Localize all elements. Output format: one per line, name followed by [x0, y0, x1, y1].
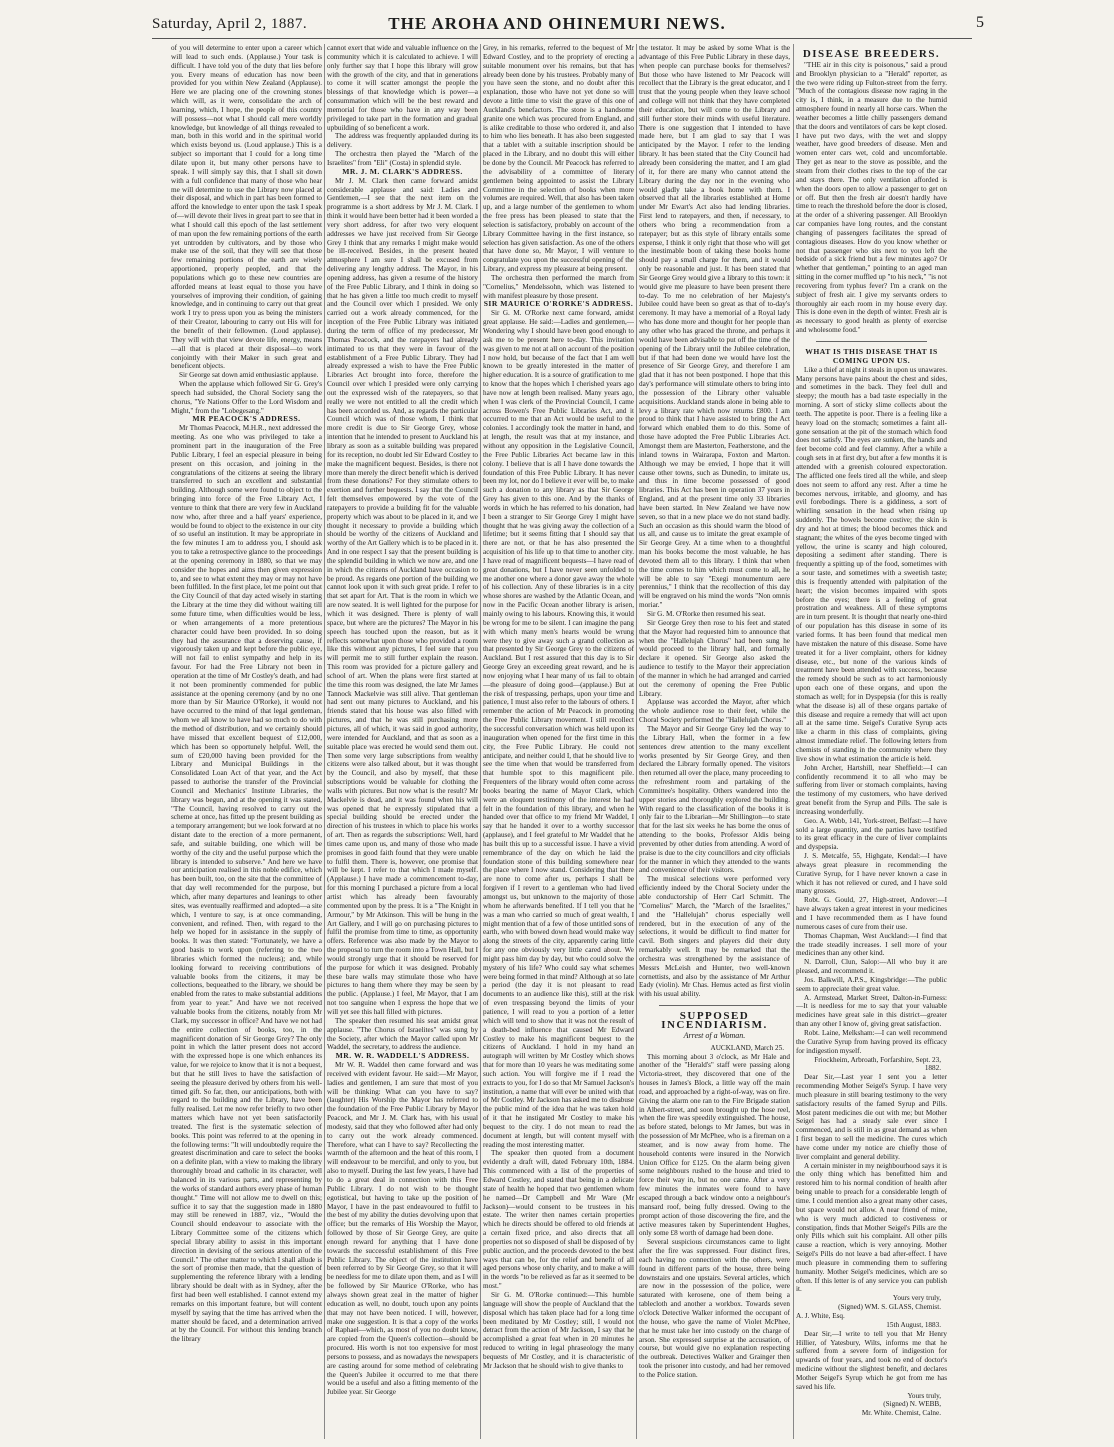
letter-signature: (Signed) N. WEBB, [883, 1400, 941, 1409]
article-paragraph: Grey, in his remarks, referred to the bequest of Mr Edward Costley, and to the propriety of erecting a suitable monument over his remains, but that has already been done by his trustees. Probably many of you have seen the stone, and no doubt after this explanation, those who have not yet done so will devote a little time to visit the grave of this one of Auckland's benefactors. The stone is a handsome granite one which was procured from England, and is alike creditable to those who ordered it, and also to him who lies beneath. It has also been suggested that a tablet with a suitable inscription should be placed in the Library, and no doubt this will either be done by the Council. Mr Peacock has referred to the advisability of a committee of literary gentlemen being appointed to assist the Library Committee in the selection of books when more volumes are required. Well, that also has been taken up, and a large number of the gentlemen to whom the free press has been pleased to state that the selection is satisfactory, probably on account of the Library Committee having in the first instance, so selection has given satisfaction. As one of the others that have done so, Mr Mayor, I will venture to congratulate you upon the successful opening of the Library, and express my pleasure at being present. [483, 44, 634, 274]
column-3 [483, 44, 634, 1439]
section-heading: WHAT IS THIS DISEASE THAT IS COMING UPON US. [805, 347, 938, 365]
article-paragraph: Mr J. M. Clark then came forward amidst considerable applause and said: Ladies and Gentlemen,—I see that the next item on the programme is a short address by Mr J. M. Clark. I think it would have been better had it been worded a very short address, for after two very eloquent addresses we have just received from Sir George Grey I think that any remarks I might make would be ill-received. Besides, in the present heated atmosphere I am sure I shall be excused from delivering any lengthy address. The Mayor, in his opening address, has given a resume of the history of the Free Public Library, and I think in doing so that he has given a little too much credit to myself and the Council over which I presided. We only carried out a work already commenced, for the inception of the Free Public Library was initiated during the term of office of my predecessor, Mr Thomas Peacock, and the ratepayers had already intimated to us that they were in favour of the establishment of a Free Public Library. They had already expressed a wish to have the Free Public Libraries Act brought into force, therefore the Council over which I presided were only carrying out the expressed wish of the ratepayers, so that really we were not entitled to all the credit which has been accorded us. And, as regards the particular Council which was of those whom, I think that more credit is due to Sir George Grey, whose intention that he intended to present to Auckland his library as soon as a suitable building was prepared for its reception, no doubt led Sir Edward Costley to make the magnificent bequest. Besides, is there not more than merely the direct benefit which is derived from these donations? For they stimulate others to exertion and further bequests. I say that the Council felt themselves empowered by the vote of the ratepayers to provide a building fit for the valuable property which was about to be placed in it, and we thought it necessary to provide a building which should be worthy of the citizens of Auckland and worthy of the Art Gallery which is to be placed in it. And in one respect I say that the present building is the splendid building in which we now are, and one in which the citizens of Auckland have occasion to be proud. As regards one portion of the building we cannot look upon it with such great pride. I refer to that set apart for Art. That is the room in which we are now seated. It is well lighted for the purpose for which it was designed. There is plenty of wall space, but where are the pictures? The Mayor in his speech has touched upon the reason, but as it reflects somewhat upon those who provided a room like this without any pictures, I feel sure that you will permit me to still further explain the reason. This room was provided for a picture gallery and school of art. When the plans were first started at the time this room was designed, the late Mr James Tannock Mackelvie was still alive. That gentleman had sent out many pictures to Auckland, and his friends stated that his house was also filled with pictures, and that he was still purchasing more pictures, all of which, it was said in good authority, were intended for Auckland, and that as soon as a suitable place was erected he would send them out. Then some very large subscriptions from wealthy citizens were also talked about, but it was thought by the Council, and also by myself, that these subscriptions would be valuable for clothing the walls with pictures. But now what is the result? Mr Mackelvie is dead, and it was found when his will was opened that he expressly stipulated that a special building should be erected under the direction of his trustees in which to place his works of art. Then as regards the subscriptions: Well, hard times came upon us, and many of those who made promises in good faith found that they were unable to fulfil them. There is, however, one promise that will be kept. I refer to that which I made myself. (Applause.) I have made a commencement to-day, for this morning I purchased a picture from a local artist which has already been favourably commented upon by the press. It is a "The Knight in Armour," by Mr Atkinson. This will be hung in the Art Gallery, and I will go on purchasing pictures to fulfil the promise from time to time, as opportunity offers. Reference was also made by the Mayor to the proposal to turn the room into a Town Hall, but I would strongly urge that it should be reserved for the purpose for which it was designed. Probably these bare walls may stimulate those who have pictures to hang them where they may be seen by the public. (Applause.) I feel, Mr Mayor, that I am not too sanguine when I express the hope that we will yet see this hall filled with pictures. [327, 176, 478, 1016]
article-paragraph: The Mayor and Sir George Grey led the way to the Library Hall, when the former in a few sentences drew attention to the many excellent works presented by Sir George Grey, and then declared the Library formally opened. The visitors then returned all over the place, many proceeding to the refreshment room and partaking of the Committee's hospitality. Others wandered into the upper stories and thoroughly explored the building. With regard to the classification of the books it is only fair to the Librarian—Mr Shillington—to state that for the last six weeks he has borne the onus of attending to the books, Professor Aldis being prevented by other duties from attending. A word of praise is due to the city councillors and city officials for the manner in which they attended to the wants and convenience of their visitors. [639, 724, 790, 875]
letter-dateline: 15th August, 1883. [886, 1320, 941, 1329]
article-paragraph: of you will determine to enter upon a career which will lead to such ends. (Applause.) Your task is difficult. I have told you of the duty that lies before you. Every means of education has now been provided for you within New Zealand (Applause). Here we are placing one of the crowning stones which will, as it were, consolidate the arch of learning, which, I hope, the people of this country will possess—not what I should call mere worldly knowledge, but knowledge of all things revealed to man, both in this world and in the spiritual world which exists beyond us. (Loud applause.) This is a subject so important that I could for a long time dilate upon it, but many other persons have to speak. I will simply say this, that I shall sit down with a full confidence that many of those who hear me will determine to use the Library now placed at their disposal, and which in part has been formed to afford the knowledge to enter upon the task I speak of—will devote their lives in great part to see that in what I should call this epoch of the last settlement of man upon the few remaining portions of the earth yet untrodden by cultivators, and by those who make use of the soil, that they will see that those few remaining portions of the earth are wisely apportioned, properly peopled, and that the populations which go to these new countries are afforded means at least equal to those you have yourselves of improving their condition, of gaining knowledge, and in continuing to carry out that great work I try to press upon you as being the ministers of their Creator, labouring to carry out His will for the benefit of their fellowmen. (Loud applause). They will with that view devote life, energy, means—all that is placed at their disposal—to work conjointly with their Maker in such great and beneficent objects. [171, 44, 322, 371]
section-heading: SIR MAURICE O'RORKE'S ADDRESS. [483, 299, 634, 309]
masthead-rule [152, 38, 972, 39]
section-subheading: Arrest of a Woman. [683, 1030, 746, 1040]
masthead [0, 0, 1114, 44]
article-paragraph: The speaker then quoted from a document evidently a draft will, dated February 10th, 1884. This commenced with a list of the properties of Edward Costley, and stated that being in a delicate state of health he hoped that two gentlemen whom he named—Dr Campbell and Mr Ware (Mr Jackson)—would consent to be trustees in his estate. The writer then names certain properties which he directs should be offered to old friends at a certain fixed price, and also directs that all properties not so disposed of shall be disposed of by public auction, and the proceeds devoted to the best ways that can be, for the relief and benefit of all aged persons whose only charity, and to make a will in the words "to be relieved as far as it seemed to be most." [483, 1149, 634, 1291]
issue-date: Saturday, April 2, 1887. [152, 16, 308, 32]
article-paragraph: The musical selections were performed very efficiently indeed by the Choral Society under the able conductorship of Herr Carl Schmitt. The "Cornelius" March, the "March of the Israelites," and the "Hallelujah" chorus especially well rendered, but in the execution of any of the selections, it would be difficult to find matter for cavil. Both singers and players did their duty remarkably well. It may be remarked that the orchestra was strengthened by the assistance of Messrs McLeish and Hunter, two well-known cornettists, and also by the assistance of Mr Arthur Eady (violin). Mr Chas. Hemus acted as first violin with his usual ability. [639, 875, 790, 999]
newspaper-title: THE AROHA AND OHINEMURI NEWS. [388, 14, 726, 33]
article-paragraph: Applause was accorded the Mayor, after which the whole audience rose to their feet, while the Choral Society performed the "Hallelujah Chorus." [639, 698, 790, 725]
column-4 [639, 44, 790, 1439]
article-paragraph: Several suspicious circumstances came to light after the fire was suppressed. Four distinct fires, each having no connection with the others, were found in different parts of the house, three being downstairs and one upstairs. Several articles, which are now in the possession of the police, were saturated with kerosene, one of them being a tablecloth and another a workbox. Towards seven o'clock Detective Walker informed the occupant of the house, who gave the name of Violet McPhee, that he must take her into custody on the charge of arson. She expressed surprise at the accusation, of course, but would give no explanation respecting the outbreak. Detectives Walker and Grainger then took the prisoner into custody, and had her removed to the Police station. [639, 1238, 790, 1379]
article-paragraph: Like a thief at night it steals in upon us unawares. Many persons have pains about the chest and sides, and sometimes in the back. They feel dull and sleepy; the mouth has a bad taste especially in the morning. A sort of sticky slime collects about the teeth. The appetite is poor. There is a feeling like a heavy load on the stomach; sometimes a faint all-gone sensation at the pit of the stomach which food does not satisfy. The eyes are sunken, the hands and feet become cold and feel clammy. After a while a cough sets in at first dry, but after a few months it is attended with a greenish coloured expectoration. The afflicted one feels tired all the while, and sleep does not seem to afford any rest. After a time he becomes nervous, irritable, and gloomy, and has evil forebodings. There is a giddiness, a sort of whirling sensation in the head when rising up suddenly. The bowels become costive; the skin is dry and hot at times; the blood becomes thick and stagnant; the whites of the eyes become tinged with yellow, the urine is scanty and high coloured, depositing a sediment after standing. There is frequently a spitting up of the food, sometimes with a sour taste, and sometimes with a sweetish taste; this is frequently attended with palpitation of the heart; the vision becomes impaired with spots before the eyes; there is a feeling of great prostration and weakness. All of these symptoms are in turn present. It is thought that nearly one-third of our population has this disease in some of its varied forms. It has been found that medical men have mistaken the nature of this disease. Some have treated it for a liver complaint, others for kidney disease, etc., but none of the various kinds of treatment have been attended with success, because the remedy should be such as to act harmoniously upon each one of these organs, and upon the stomach as well; for in Dyspepsia (for this is really what the disease is) all of these organs partake of this disease and require a remedy that will act upon all at the same time. Seigel's Curative Syrup acts like a charm in this class of complaints, giving almost immediate relief. The following letters from chemists of standing in the community where they live show in what estimation the article is held. [796, 365, 947, 763]
section-heading: MR PEACOCK'S ADDRESS. [192, 414, 301, 424]
dateline: AUCKLAND, March 25. [710, 1043, 784, 1052]
letter-paragraph: Dear Sir,—Last year I sent you a letter recommending Mother Seigel's Syrup. I have very much pleasure in still bearing testimony to the very satisfactory results of the famed Syrup and Pills. Most patent medicines die out with me; but Mother Seigel has had a steady sale ever since I commenced, and is still in as great demand as when I first began to sell the medicine. The cures which have come under my notice are chiefly those of liver complaint and general debility. [796, 1073, 947, 1161]
article-paragraph: The address was frequently applauded during its delivery. [327, 132, 478, 150]
letter-signature: (Signed) WM. S. GLASS, Chemist. [838, 1303, 941, 1312]
section-divider [659, 1005, 770, 1006]
letter-dateline: Friockheim, Arbroath, Forfarshire, Sept. 23, 1882. [814, 1055, 941, 1073]
article-paragraph: The orchestra then played the "March of the Israelites" from "Eli" (Costa) in splendid style. [327, 150, 478, 167]
letter-closing: Yours very truly, [892, 1294, 941, 1303]
letter-paragraph: A certain minister in my neighbourhood says it is the only thing which has benefitted him and restored him to his normal condition of health after being unable to preach for a considerable length of time. I could mention also a great many other cases, but space would not allow. A near friend of mine, who is very much addicted to costiveness or constipation, finds that Mother Seigel's Pills are the only Pills which suit his complaint. All other pills cause a reaction, which is very annoying. Mother Seigel's Pills do not leave a bad after-effect. I have much pleasure in commending them to suffering humanity. Mother Seigel's medicines, which are so often. If this letter is of any service you can publish it. [796, 1161, 947, 1294]
column-divider [480, 44, 481, 1439]
testimonial: Robt. G. Gould, 27, High-street, Andover:—I have always taken a great interest in your medicines and I have recommended them as I have found numerous cases of cure from their use. [796, 896, 947, 931]
section-heading: DISEASE BREEDERS. [802, 48, 941, 60]
section-heading: MR. J. M. CLARK'S ADDRESS. [342, 166, 463, 176]
testimonial: Robt. Laine, Melksham:—I can well recommend the Curative Syrup from having proved its efficacy for indigestion myself. [796, 1028, 947, 1055]
section-divider [816, 341, 927, 342]
article-paragraph: Mr Thomas Peacock, M.H.R., next addressed the meeting. As one who was privileged to take a prominent part in the inauguration of the Free Public Library, I feel an especial pleasure in being present on this occasion, and joining in the congratulations of the citizens at seeing the library transferred to such an excellent and substantial building. Although some were found to object to the bringing into force of the Free Library Act, I venture to think that there are very few in Auckland now who, after three and a half years' experience, would be found to object to the existence in our city of so useful an institution. It may be appropriate in the few minutes I am to address you, I should ask you to take a retrospective glance to the proceedings at the opening ceremony in 1880, so that we may consider the hopes and aims then given expression to, and see to what extent they may or may not have been fulfilled. In the first place, let me point out that the City Council of that day acted wisely in starting the Library at the time they did without waiting till some future time, when difficulties would be less, or when arrangements of a more pretentious character could have been provided. In so doing they had the assurance that a deserving cause, if vigorously taken up and kept before the public eye, will not fail to enlist sympathy and help in its favour. For had the Free Library not been in operation at the time of Mr Costley's death, and had it not been prominently commended for public assistance at the opening ceremony (and by no one more than by Sir Maurice O'Rorke), it would not have occurred to the mind of that legal gentleman, whom we all know to have had so much to do with the method of distribution, and we certainly should have missed that excellent bequest of £12,000, which has been so opportunely helpful. Well, the sum of £20,000 having been provided for the Library and Municipal Buildings in the Consolidated Loan Act of that year, and the Act passed to authorise the transfer of the Provincial Council and Mechanics' Institute Libraries, the library was begun, and at the opening it was stated, "The Council, having resolved to carry out the scheme at once, has fitted up the present building as a temporary arrangement; but we look forward at no distant date to the erection of a more permanent, safe, and suitable building, one which will be worthy of the city and the useful purpose which the library is intended to subserve." And here we have our anticipation realised in this noble edifice, which has been built, too, on the site that the committee of that day well recommended for the purpose, but which, after many departures and leanings to other sites, was eventually reaffirmed and adopted—a site which, I venture to say, is at once commanding, convenient, and refined. Then, with regard to the help we hoped for in assistance in the supply of books. It was then stated: "Fortunately, we have a good basis to work upon (referring to the two libraries which formed the nucleus); and, while looking forward to receiving contributions of valuable books from the citizens, it may be collections, bequeathed to the library, we should be enabled from the rates to make substantial additions from year to year." And have we not received valuable books from the citizens, notably from Mr Clark, my successor in office? And have we not had the entire collection of books, too, in the magnificent donation of Sir George Grey? The only point in which the latter present does not accord with the expressed hope is one which enhances its value, for we rejoice to know that it is not a bequest, but that he still lives to have the satisfaction of seeing the pleasure derived by others from his well-timed gift. So far, then, our anticipations, both with regard to the building and the Library, have been fully realised. Let me now refer briefly to two other matters which have not yet been satisfactorily treated. The first is the systematic selection of books. This point was referred to at the opening in the following terms: "It will undoubtedly require the greatest discrimination and care to select the books on a definite plan, with a view to making the library thoroughly broad and catholic in its character, well balanced in its various parts, and representing by the works of standard authors every phase of human thought." Time will not allow me to dwell on this; suffice it to say that the suggestion made in 1880 may still be renewed in 1887, viz., "Would the Council should endeavour to associate with the Library Committee some of the citizens which special library ability to assist in this important direction in devising of the serious attention of the Council." The other matter to which I shall allude is the sort of promise then made, that the question of supplementing the reference library with a lending library should be dealt with as in Sydney, after the first had been well established. I cannot extend my remarks on this important feature, but will content myself by saying that the time has arrived when the matter should be faced, and a determination arrived at by the Council. For without this lending branch the library [171, 424, 322, 1344]
testimonial: J. S. Metcalfe, 55, Highgate, Kendal:—I have always great pleasure in recommending the Curative Syrup, for I have never known a case in which it has not relieved or cured, and I have sold many grosses. [796, 852, 947, 896]
article-paragraph: Sir George sat down amid enthusiastic applause. [179, 371, 319, 380]
testimonial: Thomas Chapman, West Auckland:—I find that the trade steadily increases. I sell more of your medicines than any other kind. [796, 931, 947, 958]
article-paragraph: The orchestra then performed the march from "Cornelius," Mendelssohn, which was listened to with manifest pleasure by those present. [483, 273, 634, 300]
article-paragraph: Sir G. M. O'Rorke continued:—This humble language will show the people of Auckland that the disposal which has taken place had for a long time been meditated by Mr Costley; still, I would not detract from the action of Mr Jackson, I say that he accomplished a great feat when in 20 minutes he reduced to writing in legal phraseology the many bequests of Mr Costley, and it is characteristic of Mr Jackson that he should wish to give thanks to [483, 1290, 634, 1370]
section-heading: SUPPOSED INCENDIARISM. [661, 1010, 768, 1031]
article-paragraph: This morning about 3 o'clock, as Mr Hale and another of the "Herald's" staff were passing along Victoria-street, they discovered that one of the houses in James's Block, a little way off the main road, and approached by a right-of-way, was on fire. Giving the alarm one ran to the Fire Brigade station in Albert-street, and soon brought up the hose reel, when the fire was speedily extinguished. The house, as before stated, belongs to Mr James, but was in the possession of Mr McPhee, who is a fireman on a steamer, and is now away from home. The household contents were insured in the Norwich Union Office for £125. On the alarm being given some neighbours rushed to the house and tried to force their way in, but no one came. After a very few minutes the inmates were found to have escaped through a back window onto a neighbour's mansard roof, being fully dressed. Owing to the prompt action of those discovering the fire, and the active measures taken by Superintendent Hughes, only some £8 worth of damage had been done. [639, 1052, 790, 1238]
letter-paragraph: Dear Sir,—I write to tell you that Mr Henry Hillier, of Yatesbury, Wilts, informs me that he suffered from a severe form of indigestion for upwards of four years, and took no end of doctor's medicine without the slightest benefit, and declares Mother Seigel's Syrup which he got from me has saved his life. [796, 1329, 947, 1391]
letter-addressee: Mr. White. Chemist, Calne. [861, 1409, 941, 1418]
article-paragraph: Sir G. M. O'Rorke then resumed his seat. [647, 610, 766, 618]
testimonial: Geo. A. Webb, 141, York-street, Belfast:—I have sold a large quantity, and the parties have testified to its great efficacy in the cure of liver complaints and dyspepsia. [796, 816, 947, 852]
testimonial: A. Armstead, Market Street, Dalton-in-Furness:—It is needless for me to say that your valuable medicines have great sale in this district—greater than any other I know of, giving great satisfaction. [796, 993, 947, 1029]
column-divider [636, 44, 637, 1439]
article-paragraph: When the applause which followed Sir G. Grey's speech had subsided, the Choral Society sang the chorus, "Ye Nations Offer to the Lord Wisdom and Might," from the "Lobegesang." [171, 380, 322, 415]
column-2 [327, 44, 478, 1439]
article-paragraph: Sir George Grey then rose to his feet and stated that the Mayor had requested him to announce that when the "Hallelujah Chorus" had been sung he would proceed to the library hall, and formally declare it opened. Sir George also asked the audience to testify to the Mayor their appreciation of the manner in which he had arranged and carried out the ceremony of opening the Free Public Library. [639, 618, 790, 698]
article-paragraph: cannot exert that wide and valuable influence on the community which it is calculated to achieve. I will only further say that I hope this library will grow with the growth of the city, and that in generations to come it will scatter amongst the people the blessings of that knowledge which is power—a consummation which will be the best reward and memorial for those who have in any way been privileged to take part in the formation and gradual upbuilding of so beneficent a work. [327, 44, 478, 132]
article-paragraph: "THE air in this city is poisonous," said a proud and Brooklyn physician to a "Herald" reporter, as the two were riding up Fulton-street from the ferry. "Much of the contagious disease now raging in the city is, I think, in a measure due to the humid atmosphere found in nearly all horse cars. When the weather becomes a little chilly passengers demand that the doors and ventilators of cars be kept closed. I have put two days, with the wet and sloppy weather, have good breeders of disease. Men and women enter cars wet, cold and uncomfortable. They get as near to the stove as possible, and the steam from their clothes rises to the top of the car and stays there. The only ventilation afforded is when the doors open to allow a passenger to get on or off. But then the fresh air doesn't hardly have time to reach the threshold before the door is closed, at the order of a shivering passenger. All Brooklyn car companies have long routes, and the constant changing of passengers facilitates the spread of contagious diseases. How do you know whether or not that passenger who sits next to you left the bedside of a sick friend but a few minutes ago? Or whether that gentleman," pointing to an aged man sitting in the corner muffled up "to his neck," "is not recovering from typhus fever? I'm a crank on the subject of fresh air. I give my servants orders to thoroughly air each room in my house every day. This is done even in the depth of winter. Fresh air is as necessary to good health as plenty of exercise and wholesome food." [796, 60, 947, 335]
article-paragraph: Sir G. M. O'Rorke next came forward, amidst great applause. He said:—Ladies and gentlemen,—Wondering why I should have been good enough to ask me to be present here to-day. This invitation was given to me not at all on account of the position I now hold, but because of the fact that I am well known to be greatly interested in the matter of higher education. It is a source of gratification to me to know that the hopes which I cherished years ago have now at length been realised. Many years ago, when I was clerk of the Provincial Council, I came across Bowen's Free Public Libraries Act, and it occurred to me that an Act would be useful to the colonies. I accordingly took the matter in hand, and at length, the result was that at my instance, and without any opposition in the Legislative Council, the Free Public Libraries Act became law in this colony. I believe that is all I have done towards the foundation of this Free Public Library. It has never been my lot, nor do I believe it ever will be, to make such a donation to any library as that Sir George Grey has given to this one. And by the thanks of words in which he has referred to his donation, had I been a stranger to Sir George Grey I might have thought that he was giving away the collection of a lifetime; but it seems fitting that I should say that there are not, or that he has also presented the acquisition of his life up to that time to another city. I have read of magnificent bequests—I have read of great donations, but I have never seen unfolded to me another one where a donor gave away the whole of his collection. Any of these libraries is in a city whose shores are washed by the Atlantic Ocean, and now in the Pacific Ocean another library is arisen, mainly owing to his labours. Knowing this, it would be wrong for me to be silent. I can imagine the pang with which many men's hearts would be wrung were they to give away such a grand collection as that presented by Sir George Grey to the citizens of Auckland. But I rest assured that this day is to Sir George Grey an exceeding great reward, and he is now enjoying what I hear many of us fail to obtain—the pleasure of doing good—(applause.) But at the risk of trespassing, perhaps, upon your time and patience, I must also refer to the labours of others. I remember the action of Mr Peacock in promoting the Free Public Library movement. I still recollect the successful conversation which was held upon its inauguration when opened for the first time in this city, the Free Public Library. He could not anticipate, and neither could I, that he should live to see the time when that would be transferred from that humble spot to this magnificent pile. Frequenters of the library would often come across books bearing the name of Mayor Clark, which were an eloquent testimony of the interest he had felt in the foundation of this library, and when he handed over that office to my friend Mr Waddel, I say that he handed it over to a worthy successor (applause), and I feel grateful to Mr Waddel that he has built this up to a successful issue. I have a vivid remembrance of the day on which he laid the foundation stone of this building somewhere near the place where I now stand. Considering that there are none to come after us, perhaps I shall be forgiven if I revert to a gentleman who had lived amongst us, but unknown to the majority of those whom he afterwards benefited. If I tell you that he was a man who carried so much of great wealth, I might mention that of a few of those untitled sons of earth, who with bowed down head would make way along the streets of the city, apparently caring little for any one obviously very little cared about. We might pass him day by day, but who could solve the mystery of his life? Who could say what schemes were being formed in that mind? Although at so late a period (the day it is not pleasant to read documents to an audience like this), still at the risk of even trespassing beyond the limits of your patience, I will read to you a portion of a letter which will tend to show that it was not the result of a death-bed influence that caused Mr Edward Costley to make his magnificent bequest to the citizens of Auckland. I hold in my hand an autograph will written by Mr Costley which shows that for more than 10 years he was meditating some such action. You will forgive me if I read the extracts to you, for I do so that Mr Samuel Jackson's institution, a name that will ever be united with that of Mr Costley. Mr Jackson has asked me to disabuse the public mind of the idea that he was taken hold of it that he instigated Mr Costley to make his bequest to the city. I do not mean to read the document at length, but will content myself with reading the most interesting matter. [483, 309, 634, 1149]
article-paragraph: the testator. It may be asked by some What is the advantage of this Free Public Library in these days, when people can purchase books for themselves? But those who have listened to Mr Peacock will recollect that the Library is the great educator, and I trust that the young people when they leave school and college will not think that they have completed their education, but will come to the Library and still further store their minds with useful literature. There is one suggestion that I intended to have made here, but I am glad to say that I was anticipated by the Mayor. I refer to the lending library. It has been stated that the City Council had already been considering the matter, and I am glad of it, for there are many who cannot attend the Library during the day nor in the evening who would gladly take a book home with them. I observed that all the libraries established at Home under Mr Ewart's Act also had lending libraries. First lend to ratepayers, and then, if necessary, to others who bring a recommendation from a ratepayer; but as this style of library entails some expense, I think it only right that those who will get the inestimable boon of taking these books home should pay a small charge for them, and it would only be reasonable and just. It has been stated that Sir George Grey would give a library to this town: it would give me pleasure to have been present there to-day. To me no celebration of her Majesty's Jubilee could have been so great as that of to-day's ceremony. It may have a memorial of a Royal lady who has done more and thought for her people than any other who has graced the throne, and perhaps it would have been advisable to put off the time of the opening of the Library until the Jubilee celebration, but if that had been done we would have lost the presence of Sir George Grey, and therefore I am glad that it has not been postponed. I hope that this day's performance will stimulate others to bring into the possession of the Library other valuable acquisitions. Auckland stands alone in being able to levy a library rate which now returns £800. I am proud to think that I have assisted to bring the Act forward which enabled them to do this. Some of those have adopted the Free Public Libraries Act. Amongst them are Masterton, Featherstone, and the inland towns in Wairarapa, Foxton and Marton. Although we may be envied, I hope that it will cause other towns, such as Dunedin, to imitate us, and thus in time become possessed of good libraries. This Act has been in operation 37 years in England, and at the present time only 33 libraries have been started. In New Zealand we have now seven, so that in a new place we do not stand badly. Such an occasion as this should warm the blood of us all, and cause us to imitate the great example of Sir George Grey. At a time when to a thoughtful man his books become the most valuable, he has devoted them all to this library. I think that when the time comes to him which must come to all, he will be able to say "Exegi monumentum aere perennius," I think that the recollection of this day will be engraved on his mind the words "Non omnis moriar." [639, 44, 790, 610]
article-paragraph: The speaker then resumed his seat amidst great applause. "The Chorus of Israelites" was sung by the Society, after which the Mayor called upon Mr Waddel, the secretary, to address the audience. [327, 1016, 478, 1052]
column-divider [324, 44, 325, 1439]
testimonial: N. Darroll, Clun, Salop:—All who buy it are pleased, and recommend it. [796, 958, 947, 976]
column-5 [796, 44, 947, 1439]
page-number: 5 [976, 14, 984, 31]
letter-addressee: A. J. White, Esq. [796, 1311, 845, 1320]
column-1 [171, 44, 322, 1439]
section-heading: MR. W. R. WADDELL'S ADDRESS. [335, 1051, 470, 1061]
testimonial: Jos. Balkwill, A.P.S., Kingsbridge:—The public seem to appreciate their great value. [796, 975, 947, 993]
article-paragraph: Mr W. R. Waddel then came forward and was received with evident favour. He said:—Mr Mayor, ladies and gentlemen, I am sure that most of you will be thinking: What can you have to say? (laughter) His Worship the Mayor has referred to the foundation of the Free Public Library by Mayor Peacock, and Mr J. M. Clark has, with his usual modesty, said that they who followed after had only to carry out the work already commenced. Therefore, what can I have to say? Recollecting the warmth of the afternoon and the heat of this room, I will endeavour to be merciful, and only to you, but also to myself. During the last few years, I have had to do a great deal in connection with this Free Public Library. I do not wish to be thought egotistical, but having to take up the position of Mayor, I have in the past endeavoured to fulfil to the best of my ability the duties devolving upon that office; but the remarks of His Worship the Mayor, followed by those of Sir George Grey, are quite enough reward for anything that I have done towards the successful establishment of this Free Public Library. The object of the institution have been referred to by Sir George Grey, so that it will be needless for me to dilate upon them, and as I will be followed by Sir Maurice O'Rorke, who has always shown great zeal in the matter of higher education as well, no doubt, touch upon any points that may not have been noticed. I will, however, make one suggestion. It is that a copy of the works of Raphael—which, as most of you no doubt know, are copied from the Queen's collection—should be procured. His worth is not too expensive for most persons to possess, and as nowadays the newspapers are casting around for some method of celebrating the Queen's Jubilee it occurred to me that there would be a useful and also a fitting memento of the Jubilee year. Sir George [327, 1061, 478, 1397]
letter-closing: Yours truly, [907, 1391, 941, 1400]
column-divider [793, 44, 794, 1439]
testimonial: John Archer, Hartshill, near Sheffield:—I can confidently recommend it to all who may be suffering from liver or stomach complaints, having the testimony of my customers, who have derived great benefit from the Syrup and Pills. The sale is increasing wonderfully. [796, 763, 947, 816]
